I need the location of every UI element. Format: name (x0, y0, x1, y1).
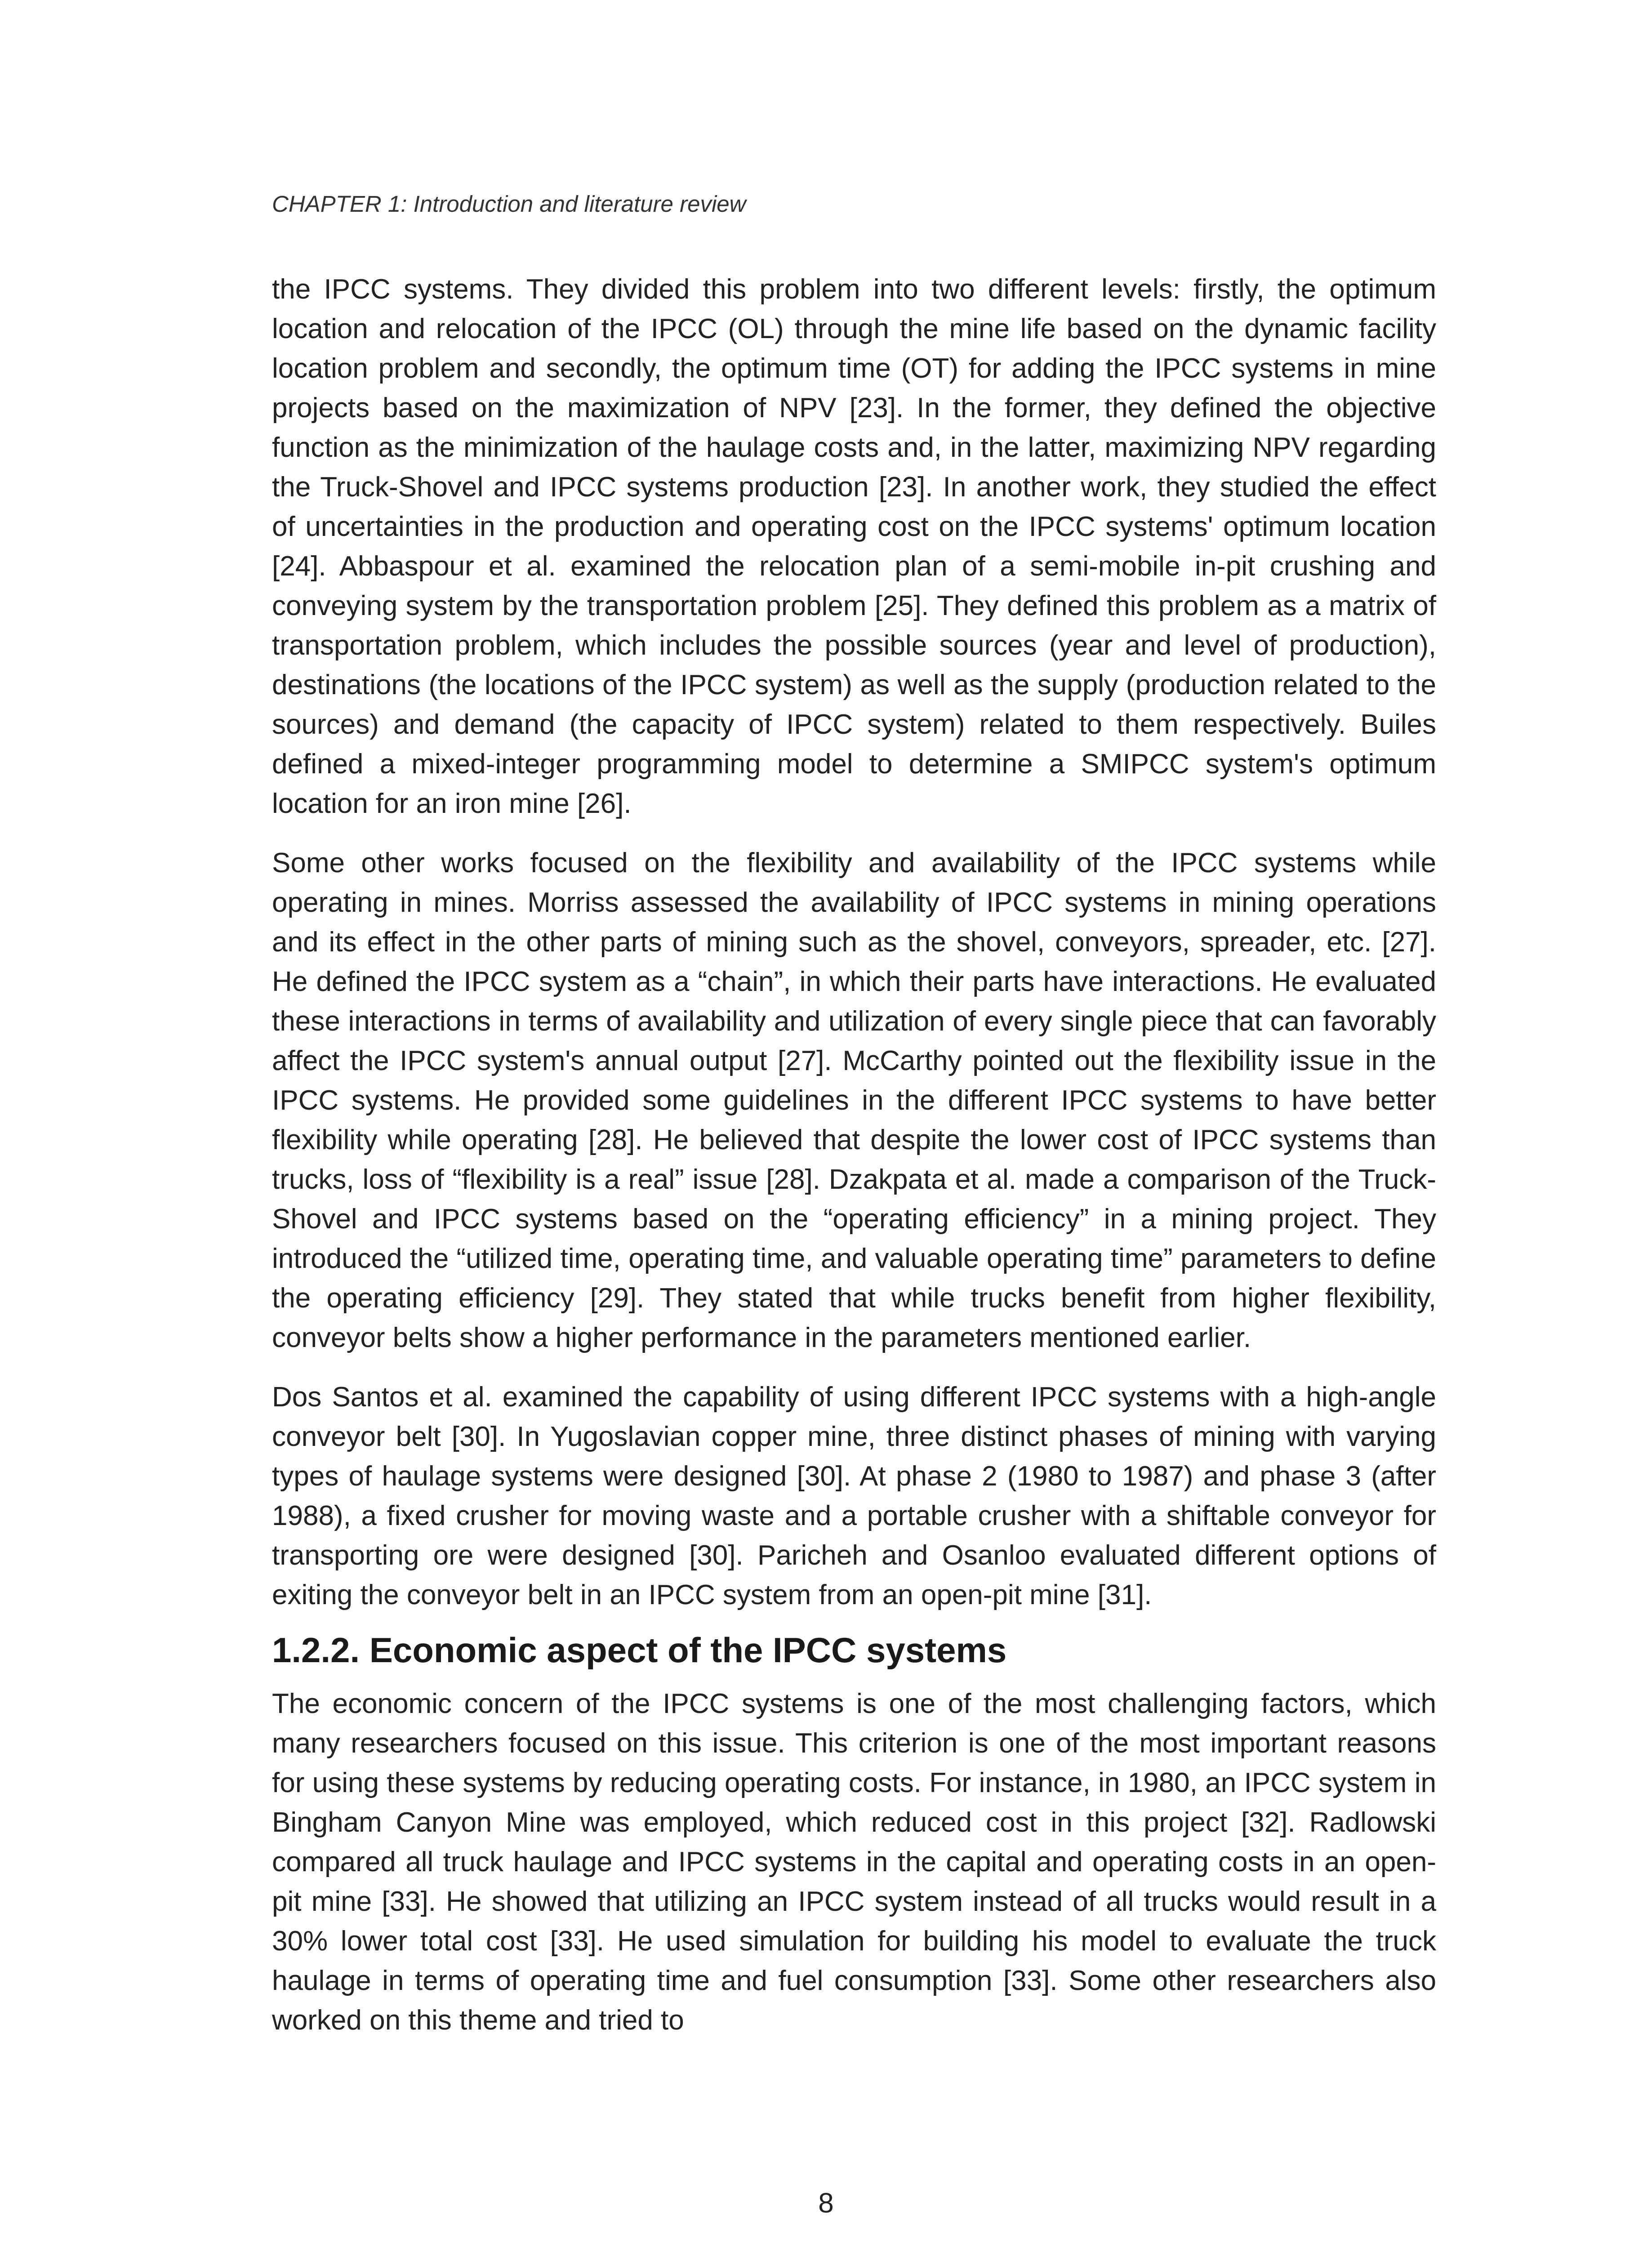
paragraph-high-angle-conveyor: Dos Santos et al. examined the capability of using different IPCC systems with a high-angle conveyor belt [30]. In Yugoslavian copper mine, three distinct phases of mining with varying types of haulage systems were designed [30]. At phase 2 (1980 to 1987) and phase 3 (after 1988), a fixed crusher for moving waste and a portable crusher with a shiftable conveyor for transporting ore were designed [30]. Paricheh and Osanloo evaluated different options of exiting the conveyor belt in an IPCC system from an open-pit mine [31]. (272, 1382, 1436, 1610)
page-body (272, 270, 1436, 2040)
page-number: 8 (818, 2188, 834, 2219)
paragraph-economic-concern: The economic concern of the IPCC systems is one of the most challenging factors, which many researchers focused on this issue. This criterion is one of the most important reasons for using these systems by reducing operating costs. For instance, in 1980, an IPCC system in Bingham Canyon Mine was employed, which reduced cost in this project [32]. Radlowski compared all truck haulage and IPCC systems in the capital and operating costs in an open-pit mine [33]. He showed that utilizing an IPCC system instead of all trucks would result in a 30% lower total cost [33]. He used simulation for building his model to evaluate the truck haulage in terms of operating time and fuel consumption [33]. Some other researchers also worked on this theme and tried to (272, 1688, 1436, 2036)
section-heading-economic-aspect: 1.2.2. Economic aspect of the IPCC systems (272, 1630, 1007, 1670)
running-header: CHAPTER 1: Introduction and literature review (272, 191, 746, 217)
paragraph-ipcc-location: the IPCC systems. They divided this problem into two different levels: firstly, the optimum location and relocation of the IPCC (OL) through the mine life based on the dynamic facility location problem and secondly, the optimum time (OT) for adding the IPCC systems in mine projects based on the maximization of NPV [23]. In the former, they defined the objective function as the minimization of the haulage costs and, in the latter, maximizing NPV regarding the Truck-Shovel and IPCC systems production [23]. In another work, they studied the effect of uncertainties in the production and operating cost on the IPCC systems' optimum location [24]. Abbaspour et al. examined the relocation plan of a semi-mobile in-pit crushing and conveying system by the transportation problem [25]. They defined this problem as a matrix of transportation problem, which includes the possible sources (year and level of production), destinations (the locations of the IPCC system) as well as the supply (production related to the sources) and demand (the capacity of IPCC system) related to them respectively. Builes defined a mixed-integer programming model to determine a SMIPCC system's optimum location for an iron mine [26]. (272, 274, 1436, 819)
paragraph-flexibility-availability: Some other works focused on the flexibility and availability of the IPCC systems while operating in mines. Morriss assessed the availability of IPCC systems in mining operations and its effect in the other parts of mining such as the shovel, conveyors, spreader, etc. [27]. He defined the IPCC system as a “chain”, in which their parts have interactions. He evaluated these interactions in terms of availability and utilization of every single piece that can favorably affect the IPCC system's annual output [27]. McCarthy pointed out the flexibility issue in the IPCC systems. He provided some guidelines in the different IPCC systems to have better flexibility while operating [28]. He believed that despite the lower cost of IPCC systems than trucks, loss of “flexibility is a real” issue [28]. Dzakpata et al. made a comparison of the Truck-Shovel and IPCC systems based on the “operating efficiency” in a mining project. They introduced the “utilized time, operating time, and valuable operating time” parameters to define the operating efficiency [29]. They stated that while trucks benefit from higher flexibility, conveyor belts show a higher performance in the parameters mentioned earlier. (272, 847, 1436, 1353)
